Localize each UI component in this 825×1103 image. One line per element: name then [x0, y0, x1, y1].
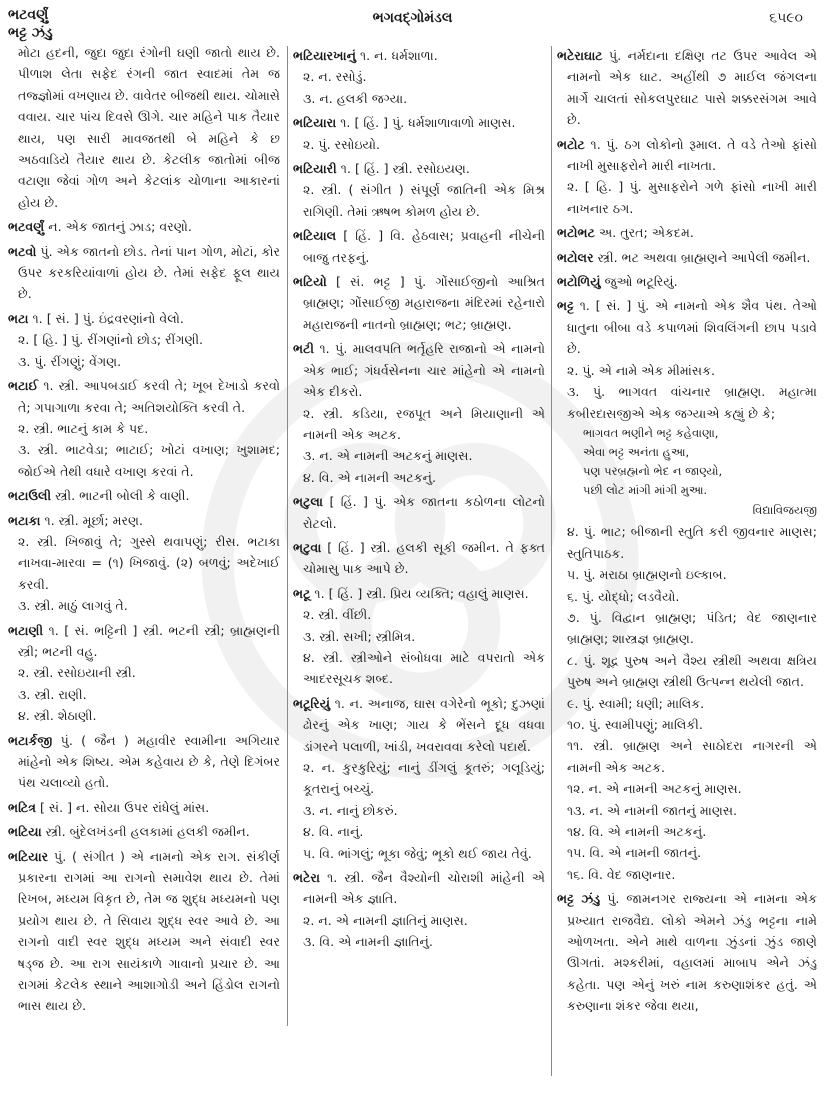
entry-sense	[293, 604, 545, 625]
definition-text: ૧. ન. ધર્મશાળા.	[360, 48, 438, 63]
entry-sense	[293, 800, 545, 821]
headword: ભટાઈ	[8, 378, 39, 394]
definition-text: ૭. પું. વિદ્વાન બ્રાહ્મણ; પંડિત; વેદ જાણનાર બ્રાહ્મણ; શાસ્ત્રજ્ઞ બ્રાહ્મણ.	[567, 609, 817, 647]
definition-text: ૨. સ્ત્રી. ખિજાવું તે; ગુસ્સે થવાપણું; રીસ. ભટાકા નાખવા-મારવા = (૧) ખિજાવું. (૨) બળવું; અદેખાઈ કરવી.	[18, 533, 280, 592]
entry-sense	[557, 800, 817, 821]
dictionary-entry	[557, 222, 817, 243]
verse-line	[557, 462, 817, 481]
dictionary-entry	[8, 730, 280, 794]
headword: ભટિયારખાનું	[293, 48, 356, 63]
definition-text: ૨. પું. એ નામે એક મીમાંસક.	[567, 362, 715, 378]
entry-sense	[293, 843, 545, 864]
entry-sense	[293, 88, 545, 109]
definition-text: ૧. [ સં. ] પું. ઇંદ્રવરણાંનો વેલો.	[32, 310, 184, 326]
entry-sense	[293, 403, 545, 446]
entry-sense	[557, 607, 817, 650]
dictionary-entry	[557, 295, 817, 359]
entry-sense	[293, 931, 545, 952]
entry-sense	[557, 821, 817, 842]
definition-text: ૧. [ સં. ] પું. એ નામનો એક શૈવ પંથ. તેઓ ધાતુના બીબા વડે કપાળમાં શિવલિંગની છાપ પડાવે છે.	[567, 298, 817, 357]
definition-text: વિદ્યાવિજયજી	[752, 502, 817, 517]
entry-sense	[293, 179, 545, 222]
definition-text: ૨. [ હિ. ] પું. મુસાફરોને ગળે ફાંસો નાખી મારી નાખનાર ઠગ.	[567, 179, 817, 216]
definition-text: ૧૪. વિ. એ નામની અટકનું.	[567, 824, 707, 839]
definition-text: ૧૩. ન. એ નામની જાતનું માણસ.	[567, 802, 738, 818]
definition-text: ૧. ન. અનાજ, ઘાસ વગેરેનો ભૂકો; દુઝણાં ઢોરનું એક ખાણ; ગાય કે ભેંસને દૂધ વધવા ડાંગરને પલાળી, ખાંડી, ખવરાવવા કરેલો પદાર્થ.	[303, 695, 545, 754]
entry-sense	[293, 66, 545, 87]
headword: ભટાણી	[8, 622, 44, 638]
definition-text: ૮. પું. શૂદ્ર પુરુષ અને વૈશ્ય સ્ત્રીથી અથવા ક્ષત્રિય પુરુષ અને બ્રાહ્મણ સ્ત્રીથી ઉત્પન્ન થયેલી જાત.	[567, 652, 817, 690]
definition-text: પછી લોટ માંગી માંગી મુઆ.	[583, 482, 708, 497]
headword: ભટેરાઘાટ	[557, 48, 603, 63]
definition-text: પું. ( જૈન ) મહાવીર સ્વામીના અગિયાર માંહેનો એક શિષ્ય. એમ કહેવાય છે કે, તેણે દિગંબર પંથ ચલાવ્યો હતો.	[18, 732, 280, 791]
entry-sense	[8, 684, 280, 705]
definition-text: [ સં. ભટ્ટ ] પું. ગોંસાઈજીનો આશ્રિત બ્રાહ્મણ; ગોંસાઈજી મહારાજના મંદિરમાં રહેનારો મહારાજની નાતનો બ્રાહ્મણ; ભટ; બ્રાહ્મણ.	[303, 274, 545, 332]
definition-text: એવા ભટ્ટ અનંતા હુઆ,	[583, 444, 690, 459]
definition-text: સ્ત્રી. ભટ અથવા બ્રાહ્મણને આપેલી જમીન.	[597, 249, 811, 265]
page-number: ૬૫૯૦	[769, 10, 803, 26]
definition-text: ન. એક જાતનું ઝાડ; વરણો.	[48, 219, 192, 235]
headword: ભટુવા	[293, 539, 322, 555]
headword: ભટેરા	[293, 870, 321, 886]
entry-sense	[8, 595, 280, 616]
definition-text: પું. ( સંગીત ) એ નામનો એક રાગ. સંકીર્ણ પ્રકારના રાગમાં આ રાગનો સમાવેશ થાય છે. તેમાં રિખબ, મધ્યમ વિકૃત છે, તેમ જ શુદ્ધ મધ્યમનો પણ પ્રયોગ થાય છે. તે સિવાય શુદ્ધ સ્વર આવે છે. આ રાગનો વાદી સ્વર શુદ્ધ મધ્યમ અને સંવાદી સ્વર ષડ્જ છે. આ રાગ સાયંકાળે ગાવાનો પ્રચાર છે. આ રાગમાં કેટલેક સ્થાને આશાગોડી અને હિંડોલ રાગનો ભાસ થાય છે.	[18, 848, 280, 1014]
entry-sense	[293, 821, 545, 842]
entry-sense	[293, 626, 545, 647]
definition-text: પું. જામનગર રાજ્યના એ નામના એક પ્રખ્યાત રાજવૈદ્ય. લોકો એમને ઝંડુ ભટ્ટના નામે ઓળખતા. એને માથે વાળના ઝુંડનાં ઝુંડ જાણે ઊગતાં. મશ્કરીમાં, વહાલમાં માબાપ એને ઝંડુ કહેતા. પણ એનું ખરું નામ કરુણાશંકર હતું. એ કરુણાના શંકર જેવા થયા,	[567, 891, 817, 1014]
definition-text: ૪. સ્ત્રી. સ્ત્રીઓને સંબોધવા માટે વપરાતો એક આદરસૂચક શબ્દ.	[303, 649, 545, 687]
entry-sense	[293, 134, 545, 155]
definition-text: ૩. પું. ભાગવત વાંચનાર બ્રાહ્મણ. મહાત્મા કબીરદાસજીએ એક જગ્યાએ કહ્યું છે કે;	[567, 384, 817, 421]
definition-text: ૨. સ્ત્રી. ( સંગીત ) સંપૂર્ણ જાતિની એક મિશ્ર રાગિણી. તેમાં ઋષભ કોમળ હોય છે.	[303, 182, 545, 219]
headword: ભટિત્ર	[8, 799, 36, 815]
column-divider	[551, 46, 552, 1076]
dictionary-column-3	[557, 42, 817, 1017]
entry-sense	[557, 521, 817, 564]
entry-continuation	[8, 42, 280, 213]
dictionary-entry	[293, 158, 545, 179]
entry-sense	[293, 467, 545, 488]
headword: ભટિયારી	[293, 161, 337, 177]
definition-text: ૨. ન. રસોડું.	[303, 69, 367, 85]
definition-text: ૩. ન. એ નામની અટકનું માણસ.	[303, 448, 473, 464]
definition-text: ૧૨. ન. એ નામની અટકનું માણસ.	[567, 781, 742, 797]
definition-text: ૩. સ્ત્રી. સખી; સ્ત્રીમિત્ર.	[303, 628, 416, 644]
definition-text: ૧. [ હિં. ] સ્ત્રી. રસોઇયણ.	[340, 161, 470, 177]
definition-text: ૪. પું. ભાટ; બીજાની સ્તુતિ કરી જીવનાર માણસ; સ્તુતિપાઠક.	[567, 524, 817, 561]
definition-text: ૧૧. સ્ત્રી. બ્રાહ્મણ અને સાઠોદરા નાગરની એ નામની એક અટક.	[567, 738, 817, 775]
dictionary-entry	[293, 693, 545, 757]
dictionary-entry	[557, 134, 817, 177]
dictionary-entry	[293, 225, 545, 268]
definition-text: ૪. વિ. એ નામની અટકનું.	[303, 469, 437, 485]
definition-text: ૧. [ હિં. ] પું. ધર્મશાળાવાળો માણસ.	[340, 115, 516, 131]
dictionary-entry	[8, 510, 280, 531]
guide-word-first: ભટવર્ણું	[8, 7, 49, 23]
entry-sense	[557, 650, 817, 693]
dictionary-entry	[293, 45, 545, 66]
dictionary-entry	[8, 241, 280, 305]
definition-text: પણ પરબ્રહ્મનો ભેદ ન જાણ્યો,	[583, 463, 723, 478]
definition-text: ૧૫. વિ. એ નામની જાતનું.	[567, 845, 702, 861]
entry-sense	[557, 842, 817, 863]
entry-sense	[293, 757, 545, 800]
entry-sense	[8, 439, 280, 482]
verse-line	[557, 443, 817, 462]
headword: ભટુલા	[293, 494, 324, 510]
verse-line	[557, 424, 817, 443]
definition-text: ૩. પું. રીંગણું; વેંગણ.	[18, 353, 122, 369]
dictionary-column-1	[8, 42, 280, 1017]
definition-text: ૩. ન. નાનું છોકરું.	[303, 802, 398, 818]
definition-text: ૧. સ્ત્રી. જૈન વૈશ્યોની ચોરાશી માંહેની એ નામની એક જ્ઞાતિ.	[303, 870, 545, 907]
dictionary-entry	[557, 888, 817, 1016]
verse-attribution	[557, 500, 817, 521]
headword: ભટિયાર	[8, 848, 49, 864]
definition-text: ૩. ન. હલકી જગ્યા.	[303, 90, 408, 106]
definition-text: [ સં. ] ન. સોયા ઉપર રાંધેલું માંસ.	[40, 799, 210, 815]
headword: ભટાર્કજી	[8, 732, 53, 748]
entry-sense	[8, 329, 280, 350]
headword: ભટ્ટ ઝંડુ	[557, 891, 601, 907]
definition-text: ૨. પું. રસોઇયો.	[303, 136, 381, 152]
dictionary-entry	[293, 537, 545, 580]
headword: ભટોળિયું	[557, 274, 601, 290]
definition-text: ૧. પું. માલવપતિ ભર્તૃહરિ રાજાનો એ નામનો એક ભાઈ; ગંધર્વસેનના ચાર માંહેનો એ નામનો એક દીકરો.	[303, 341, 545, 400]
dictionary-entry	[8, 485, 280, 506]
definition-text: ૫. વિ. ભાંગલું; ભૂકા જેવું; ભૂકો થઈ જાય તેવું.	[303, 845, 532, 861]
entry-sense	[557, 778, 817, 799]
verse-line	[557, 481, 817, 500]
definition-text: ૩. સ્ત્રી. ભાટવેડા; ભાટાઈ; ખોટાં વખાણ; ખુશામદ; જોઈએ તેથી વધારે વખાણ કરવાં તે.	[18, 442, 280, 479]
entry-sense	[8, 351, 280, 372]
entry-sense	[557, 381, 817, 424]
dictionary-entry	[293, 867, 545, 910]
definition-text: ભાગવત ભણીને ભટ્ટ કહેવાણા,	[583, 425, 719, 440]
entry-sense	[557, 564, 817, 585]
headword: ભટૂ	[293, 585, 311, 601]
headword: ભટ્ટ	[557, 298, 574, 314]
headword: ભટાઉલી	[8, 488, 52, 504]
headword: ભટવો	[8, 243, 37, 259]
dictionary-entry	[8, 797, 280, 818]
dictionary-entry	[293, 491, 545, 534]
headword: ભટિયાલ	[293, 228, 337, 244]
dictionary-entry	[557, 247, 817, 268]
definition-text: ૨. સ્ત્રી. ભાટનું કામ કે પદ.	[18, 420, 149, 436]
guide-word-last: ભટ્ટ ઝંડુ	[8, 25, 53, 41]
entry-sense	[557, 693, 817, 714]
dictionary-entry	[8, 846, 280, 1017]
definition-text: ૨. સ્ત્રી. કડિયા, રજપૂત અને મિયાણાની એ નામની એક અટક.	[303, 405, 545, 442]
definition-text: ૩. સ્ત્રી. માઠું લાગવું તે.	[18, 598, 128, 614]
dictionary-entry	[8, 620, 280, 663]
headword: ભટોભટ	[557, 225, 595, 241]
headword: ભટોલર	[557, 249, 594, 265]
dictionary-column-2	[293, 42, 545, 953]
headword: ભટા	[8, 310, 29, 326]
entry-sense	[557, 864, 817, 885]
entry-sense	[557, 360, 817, 381]
entry-sense	[557, 714, 817, 735]
dictionary-entry	[293, 271, 545, 335]
definition-text: ૨. ન. એ નામની જ્ઞાતિનું માણસ.	[303, 912, 468, 928]
entry-sense	[8, 662, 280, 683]
dictionary-entry	[8, 375, 280, 418]
definition-text: અ. તુરત; એકદમ.	[598, 225, 694, 241]
definition-text: ૧૬. વિ. વેદ જાણનાર.	[567, 866, 676, 882]
dictionary-entry	[557, 271, 817, 292]
definition-text: પું. એક જાતનો છોડ. તેનાં પાન ગોળ, મોટાં, કોર ઉપર કરકરિયાંવાળાં હોય છે. તેમાં સફેદ ફૂલ થાય છે.	[18, 243, 280, 302]
definition-text: સ્ત્રી. બુંદેલખંડની હલકામાં હલકી જમીન.	[45, 824, 250, 840]
definition-text: ૨. સ્ત્રી. રસોઇયાની સ્ત્રી.	[18, 665, 136, 681]
definition-text: સ્ત્રી. ભાટની બોલી કે વાણી.	[55, 488, 190, 504]
definition-text: મોટા હદની, જુદા જુદા રંગોની ઘણી જાતો થાય છે. પીળાશ લેતા સફેદ રંગની જાત સ્વાદમાં તેમ જ તજ્જ્ઞોમાં વખણાય છે. વાવેતર બીજથી થાય. ચોમાસે વવાય. ચાર પાંચ દિવસે ઊગે. ચાર મહિને પાક તૈયાર થાય, પણ સારી માવજતથી બે મહિને કે છ અઠવાડિયે તૈયાર થાય છે. કેટલીક જાતોમાં બીજ વટાણા જેવાં ગોળ અને કેટલાંક ચોળાના આકારનાં હોય છે.	[18, 45, 280, 210]
entry-sense	[557, 586, 817, 607]
book-title: ભગવદ્ગોમંડલ	[372, 10, 453, 26]
column-divider	[287, 46, 288, 1026]
dictionary-entry	[293, 112, 545, 133]
headword: ભટૂરિયું	[293, 695, 331, 711]
entry-sense	[8, 418, 280, 439]
definition-text: [ હિં. ] વિ. હેઠવાસ; પ્રવાહની નીચેની બાજુ તરફનું.	[303, 228, 545, 265]
headword: ભટિયો	[293, 274, 327, 290]
definition-text: ૯. પું. સ્વામી; ધણી; માલિક.	[567, 695, 705, 711]
definition-text: ૧. [ સં. ભટ્ટિની ] સ્ત્રી. ભટની સ્ત્રી; બ્રાહ્મણની સ્ત્રી; ભટની વહુ.	[18, 622, 280, 659]
entry-sense	[557, 735, 817, 778]
headword: ભટી	[293, 341, 315, 357]
definition-text: ૧. [ હિં. ] સ્ત્રી. પ્રિય વ્યક્તિ; વહાલું માણસ.	[314, 585, 529, 601]
definition-text: ૩. સ્ત્રી. રાણી.	[18, 686, 87, 702]
entry-sense	[8, 705, 280, 726]
headword: ભટવર્ણું	[8, 219, 45, 235]
headword: ભટોટ	[557, 136, 585, 152]
definition-text: ૩. વિ. એ નામની જ્ઞાતિનું.	[303, 934, 433, 950]
definition-text: ૧. સ્ત્રી. મૂર્છા; મરણ.	[44, 512, 144, 528]
entry-sense	[293, 647, 545, 690]
definition-text: પું. નર્મદાના દક્ષિણ તટ ઉપર આવેલ એ નામનો એક ઘાટ. અહીંથી ૭ માઈલ જંગલના માર્ગે ચાલતાં સોકલપુરઘાટ પાસે શક્કરસંગમ આવે છે.	[567, 48, 817, 128]
definition-text: ૧૦. પું. સ્વામીપણું; માલિકી.	[567, 716, 703, 732]
entry-sense	[293, 445, 545, 466]
definition-text: જુઓ ભટૂરિયું.	[604, 274, 678, 290]
definition-text: ૧. સ્ત્રી. આપબડાઈ કરવી તે; ખૂબ દેખાડો કરવો તે; ગપાગાળા કરવા તે; અતિશયોક્તિ કરવી તે.	[18, 378, 280, 415]
definition-text: ૪. વિ. નાનું.	[303, 824, 364, 840]
entry-sense	[293, 910, 545, 931]
definition-text: ૨. ન. કુરકુરિયું; નાનું ડીંગલું કૂતરું; ગલૂડિયું; કૂતરાનું બચ્ચું.	[303, 760, 545, 797]
dictionary-entry	[557, 45, 817, 131]
dictionary-entry	[293, 338, 545, 402]
definition-text: ૬. પું. યોદ્ધો; લડવૈયો.	[567, 588, 680, 604]
dictionary-entry	[8, 821, 280, 842]
definition-text: ૨. [ હિ. ] પું. રીંગણાંનો છોડ; રીંગણી.	[18, 332, 204, 348]
headword: ભટિયા	[8, 824, 42, 840]
headword: ભટિયારા	[293, 115, 337, 131]
dictionary-entry	[8, 308, 280, 329]
definition-text: [ હિં. ] સ્ત્રી. હલકી સૂકી જમીન. તે ફક્ત ચોમાસુ પાક આપે છે.	[303, 539, 545, 577]
definition-text: ૪. સ્ત્રી. શેઠાણી.	[18, 708, 97, 724]
definition-text: ૨. સ્ત્રી. વીંછી.	[303, 607, 372, 623]
dictionary-entry	[8, 216, 280, 237]
definition-text: ૧. પું. ઠગ લોકોનો રૂમાલ. તે વડે તેઓ ફાંસો નાખી મુસાફરોને મારી નાખતા.	[567, 136, 817, 174]
definition-text: [ હિં. ] પું. એક જાતના કઠોળના લોટનો રોટલો.	[303, 494, 545, 531]
entry-sense	[8, 531, 280, 595]
headword: ભટાકા	[8, 512, 41, 528]
dictionary-entry	[293, 583, 545, 604]
entry-sense	[557, 176, 817, 219]
definition-text: ૫. પું. મરાઠા બ્રાહ્મણનો ઇલ્કાબ.	[567, 567, 727, 583]
